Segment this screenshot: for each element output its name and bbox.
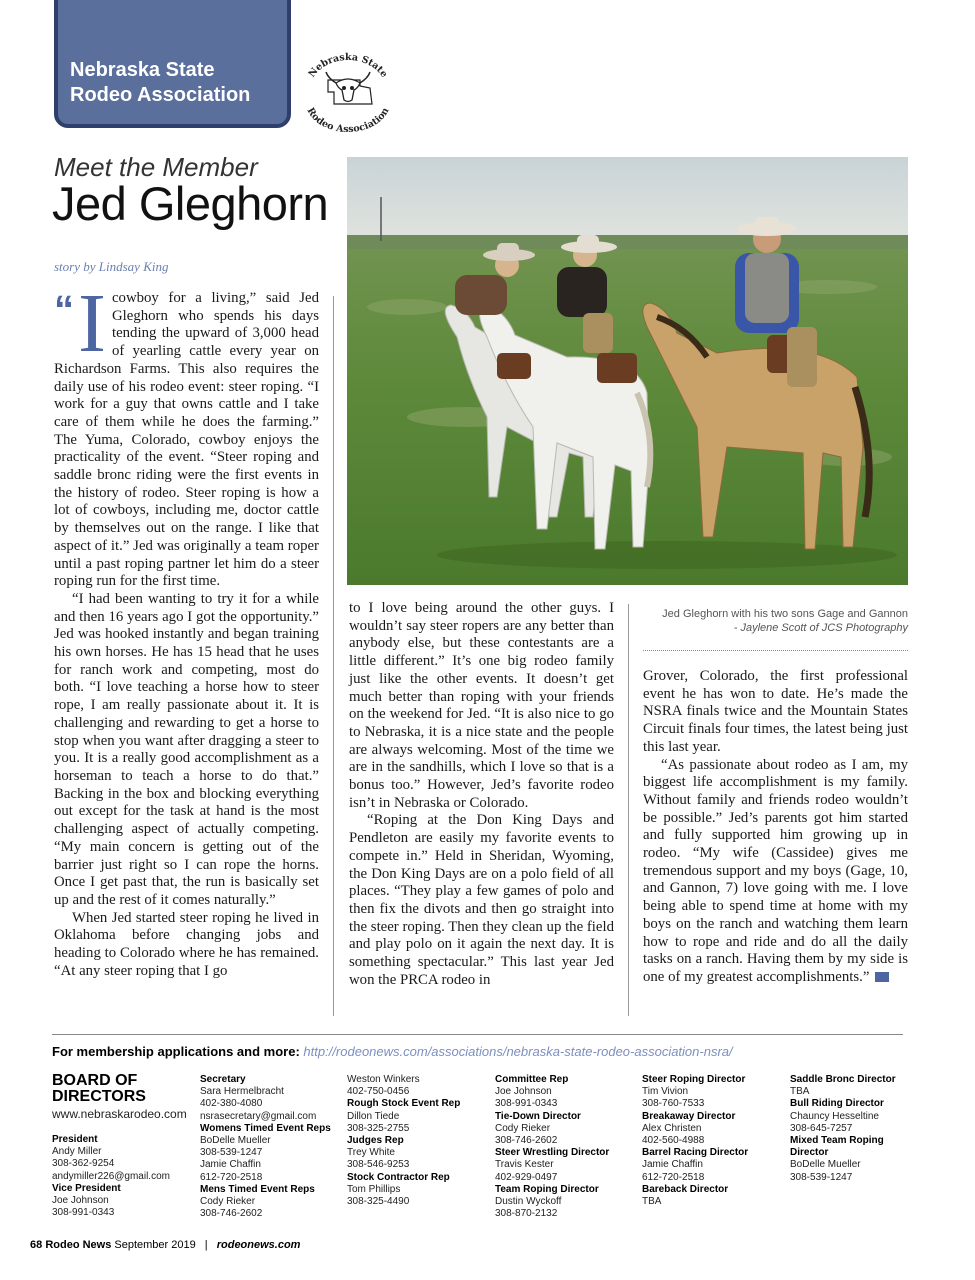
director-detail: Trey White	[347, 1147, 395, 1159]
director-role: Bull Riding Director	[790, 1098, 884, 1110]
director-detail: 308-746-2602	[200, 1208, 263, 1220]
membership-label: For membership applications and more:	[52, 1044, 300, 1059]
director-detail: Jamie Chaffin	[200, 1159, 261, 1171]
end-mark-icon	[875, 972, 889, 982]
director-detail: Dillon Tiede	[347, 1110, 400, 1122]
director-detail: nsrasecretary@gmail.com	[200, 1110, 317, 1122]
article-column-1	[54, 277, 319, 980]
director-detail: Andy Miller	[52, 1146, 102, 1158]
director-detail: Dustin Wyckoff	[495, 1196, 562, 1208]
director-detail: 308-325-4490	[347, 1196, 410, 1208]
director-detail: 308-546-9253	[347, 1159, 410, 1171]
director-detail: Tim Vivion	[642, 1086, 689, 1098]
director-role: Steer Roping Director	[642, 1074, 746, 1085]
directors-column-0	[52, 1134, 192, 1219]
column-divider	[333, 296, 334, 1016]
director-detail: 308-991-0343	[52, 1207, 115, 1219]
directors-column-5	[790, 1074, 910, 1184]
article-paragraph: “Roping at the Don King Days and Pendleton are easily my favorite events to compete in.” Held in Sheridan, Wyoming, the Don King Days are on a polo field of all places. “They play a few games of polo and then fix the divots and then go straight into the steer roping. Then they clean up the field and play polo on it again the next day. It is something spectacular.” This last year Jed won the PRCA rodeo in	[349, 812, 614, 988]
director-role: Team Roping Director	[495, 1183, 599, 1195]
director-detail: Cody Rieker	[200, 1196, 256, 1208]
article-paragraph: “I had been wanting to try it for a while and then 16 years ago I got the opportunity.” Jed was hooked instantly and began training his own horses. He has 15 head that he uses for ranch work and competing, most do both. “I love teaching a horse how to steer rope, I am really passionate about it. It is challenging and rewarding to get a horse to stop when you want after dragging a steer to you. It is a really good accomplishment as a horseman to teach a horse to do that.” Backing in the box and blocking everything out except for the task at hand is the most challenging aspect of actually competing. “My main concern is getting out of the barrier just right so I can rope the horns. Once I get past that, the run is basically set up and the rest of it comes naturally.”	[54, 590, 319, 908]
article-column-3	[643, 668, 908, 987]
membership-line	[52, 1044, 733, 1059]
logo-text-bottom: Rodeo Association	[304, 105, 392, 132]
director-role: Secretary	[200, 1074, 246, 1085]
association-name	[70, 58, 290, 108]
director-detail: Jamie Chaffin	[642, 1159, 703, 1171]
association-name-line1: Nebraska State	[70, 59, 215, 81]
board-website[interactable]: www.nebraskarodeo.com	[52, 1107, 187, 1121]
director-detail: 612-720-2518	[200, 1171, 263, 1183]
director-role: Breakaway Director	[642, 1110, 736, 1122]
director-role: Judges Rep	[347, 1135, 404, 1147]
director-role: Mens Timed Event Reps	[200, 1183, 315, 1195]
drop-cap: I	[78, 277, 106, 370]
director-detail: 402-380-4080	[200, 1098, 263, 1110]
association-name-line2: Rodeo Association	[70, 84, 251, 106]
directors-column-2	[347, 1074, 487, 1208]
article-paragraph: Grover, Colorado, the first professional event he has won to date. He’s made the NSRA finals twice and the Mountain States Circuit finals four times, the latest being just this last year.	[643, 668, 908, 755]
cowboys-horses-photo	[347, 157, 908, 585]
director-detail: 308-870-2132	[495, 1208, 558, 1220]
director-detail: 308-325-2755	[347, 1122, 410, 1134]
director-detail: TBA	[790, 1086, 810, 1098]
directors-column-1	[200, 1074, 340, 1220]
article-paragraph: cowboy for a living,” said Jed Gleghorn who spends his days tending the upward of 3,000 head of yearling cattle every year on Richardson Farms. This also requires the daily use of his rodeo event: steer roping. “I work for a guy that owns cattle and I take care of them while he does the farming.” The Yuma, Colorado, cowboy enjoys the practicality of the event. “Steer roping and saddle bronc riding were the first events in the history of rodeo. Steer roping is how a lot of cowboys, including me, doctor cattle by themselves out on the range. I like that aspect of it.” Jed was originally a team roper until a past roping partner let him do a steer roping run for the first time.	[54, 290, 319, 590]
director-detail: Sara Hermelbracht	[200, 1086, 284, 1098]
director-detail: 308-539-1247	[790, 1171, 853, 1183]
director-detail: andymiller226@gmail.com	[52, 1170, 170, 1182]
director-detail: Travis Kester	[495, 1159, 554, 1171]
director-detail: Weston Winkers	[347, 1074, 420, 1085]
nsra-logo-icon	[298, 50, 398, 132]
director-detail: 308-746-2602	[495, 1135, 558, 1147]
article-paragraph: When Jed started steer roping he lived in Oklahoma before changing jobs and heading to Colorado where he has remained. “At any steer roping that I go	[54, 909, 319, 979]
director-detail: 612-720-2518	[642, 1171, 705, 1183]
director-role: Rough Stock Event Rep	[347, 1098, 461, 1110]
director-role: Saddle Bronc Director	[790, 1074, 896, 1085]
article-title: Jed Gleghorn	[52, 177, 329, 230]
director-detail: BoDelle Mueller	[790, 1159, 861, 1171]
board-title: BOARD OF DIRECTORS	[52, 1072, 146, 1105]
director-detail: 308-991-0343	[495, 1098, 558, 1110]
director-detail: 308-645-7257	[790, 1122, 853, 1134]
caption-text: Jed Gleghorn with his two sons Gage and Gannon	[662, 608, 908, 620]
director-detail: Chauncy Hesseltine	[790, 1110, 879, 1122]
director-detail: Joe Johnson	[52, 1195, 109, 1207]
footer-separator: |	[204, 1239, 208, 1251]
director-role: Bareback Director	[642, 1183, 729, 1195]
director-detail: 308-362-9254	[52, 1158, 115, 1170]
director-role: Stock Contractor Rep	[347, 1171, 450, 1183]
article-paragraph: to I love being around the other guys. I wouldn’t say steer ropers are any better than anybody else, but these contestants are a little different.” It’s one big rodeo family just like the other events. It doesn’t get much better than roping with your friends on the weekend for Jed. “It is also nice to go to Nebraska, it is a nice state and the people are always welcoming. Most of the time we are in the sandhills, which I love so that is a bonus too.” However, Jed’s favorite rodeo isn’t in Nebraska or Colorado.	[349, 600, 614, 811]
article-column-2	[349, 600, 614, 989]
footer-site[interactable]: rodeonews.com	[216, 1239, 301, 1251]
director-detail: 308-539-1247	[200, 1147, 263, 1159]
article-paragraph-text: “As passionate about rodeo as I am, my biggest life accomplishment is my family. Without family and friends rodeo wouldn’t be possible.” Jed’s parents got him started and fully supported him growing up in rodeo. “My wife (Cassidee) gives me tremendous support and my boys (Gage, 10, and Gannon, 7) love going with me. I love being able to spend time at home with my boys on the ranch and watching them learn how to rope and ride and do all the daily tasks on a ranch. Having them by my side is one of my greatest accomplishments.”	[643, 756, 908, 985]
logo-text-top: Nebraska State	[306, 51, 390, 80]
director-role: Steer Wrestling Director	[495, 1147, 610, 1159]
column-divider	[628, 604, 629, 1016]
director-detail: 402-750-0456	[347, 1086, 410, 1098]
caption-divider	[643, 650, 908, 651]
director-role: President	[52, 1134, 98, 1145]
director-detail: Alex Christen	[642, 1122, 702, 1134]
director-detail: Tom Phillips	[347, 1183, 401, 1195]
director-detail: Cody Rieker	[495, 1122, 551, 1134]
page-number: 68	[30, 1239, 43, 1251]
caption-credit: - Jaylene Scott of JCS Photography	[733, 622, 908, 634]
director-role: Committee Rep	[495, 1074, 569, 1085]
article-paragraph	[643, 757, 908, 987]
directors-column-4	[642, 1074, 782, 1208]
director-role: Womens Timed Event Reps	[200, 1122, 331, 1134]
page-footer	[30, 1239, 300, 1251]
magazine-name: Rodeo News	[45, 1239, 112, 1251]
drop-quote: “	[54, 288, 74, 332]
director-role: Vice President	[52, 1182, 121, 1194]
membership-link[interactable]: http://rodeonews.com/associations/nebraska-state-rodeo-association-nsra/	[303, 1044, 733, 1059]
director-role: Barrel Racing Director	[642, 1147, 749, 1159]
director-role: Mixed Team Roping Director	[790, 1135, 884, 1159]
photo-caption	[643, 607, 908, 635]
section-divider	[52, 1034, 903, 1035]
director-detail: 308-760-7533	[642, 1098, 705, 1110]
article-byline: story by Lindsay King	[54, 259, 169, 274]
directors-column-3	[495, 1074, 635, 1220]
director-detail: 402-560-4988	[642, 1135, 705, 1147]
issue-date: September 2019	[114, 1239, 196, 1251]
director-detail: Joe Johnson	[495, 1086, 552, 1098]
director-detail: 402-929-0497	[495, 1171, 558, 1183]
director-role: Tie-Down Director	[495, 1110, 581, 1122]
article-kicker: Meet the Member	[54, 152, 258, 182]
director-detail: TBA	[642, 1196, 662, 1208]
director-detail: BoDelle Mueller	[200, 1135, 271, 1147]
